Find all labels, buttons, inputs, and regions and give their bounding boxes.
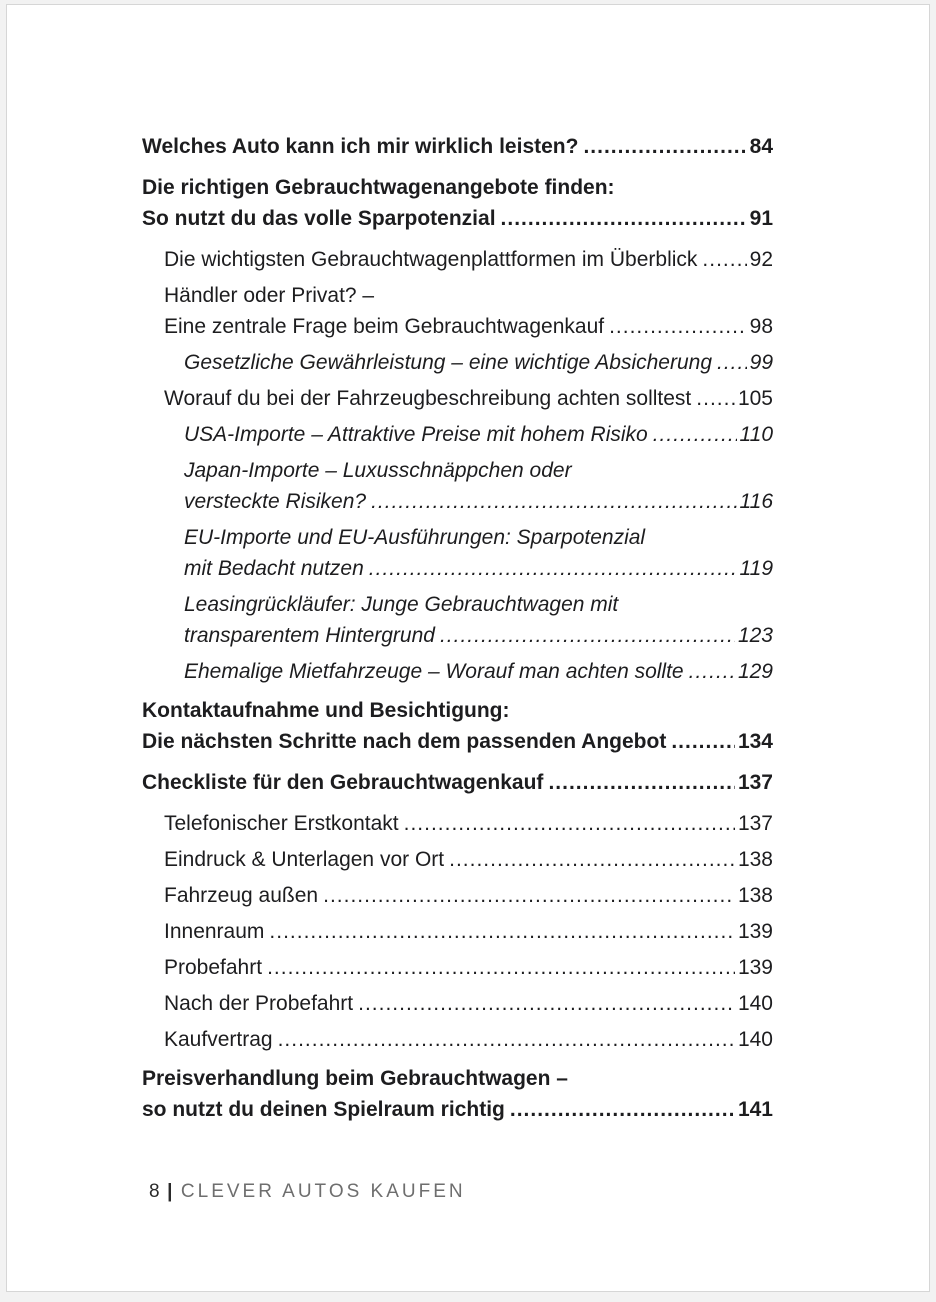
toc-entry-line xyxy=(164,880,773,911)
dot-leader xyxy=(278,1024,735,1055)
toc-entry-line xyxy=(142,172,773,203)
dot-leader xyxy=(548,767,735,798)
toc-entry-line xyxy=(164,1024,773,1055)
toc-page-number: 91 xyxy=(749,207,773,230)
toc-entry-title: Japan-Importe – Luxusschnäppchen oder xyxy=(184,459,572,482)
toc-page-number: 92 xyxy=(749,248,773,271)
toc-entry-title: mit Bedacht nutzen xyxy=(184,557,364,580)
toc-entry-title: transparentem Hintergrund xyxy=(184,624,435,647)
toc-entry-title: Worauf du bei der Fahrzeugbeschreibung achten solltest xyxy=(164,387,692,410)
dot-leader xyxy=(371,486,736,517)
toc-entry-line xyxy=(142,1094,773,1125)
toc-entry-line xyxy=(184,656,773,687)
toc-entry-title: Händler oder Privat? – xyxy=(164,284,375,307)
toc-entry-line xyxy=(142,726,773,757)
dot-leader xyxy=(717,347,747,378)
toc-entry-title: So nutzt du das volle Sparpotenzial xyxy=(142,207,496,230)
toc-page-number: 137 xyxy=(737,812,773,835)
toc-page-number: 137 xyxy=(737,771,773,794)
book-page xyxy=(6,4,930,1292)
toc-page-number: 141 xyxy=(737,1098,773,1121)
toc-entry-line xyxy=(164,244,773,275)
dot-leader xyxy=(696,383,735,414)
toc-entry-line xyxy=(164,311,773,342)
toc-entry-title: EU-Importe und EU-Ausführungen: Sparpotenzial xyxy=(184,526,646,549)
toc-entry-title: Kaufvertrag xyxy=(164,1028,273,1051)
toc-entry[interactable] xyxy=(142,695,773,757)
toc-entry[interactable] xyxy=(142,844,773,875)
toc-entry-line xyxy=(164,280,773,311)
toc-entry-title: Kontaktaufnahme und Besichtigung: xyxy=(142,699,510,722)
toc-entry-title: Innenraum xyxy=(164,920,265,943)
toc-entry[interactable] xyxy=(142,1063,773,1125)
toc-entry-line xyxy=(142,767,773,798)
toc-entry-title: Probefahrt xyxy=(164,956,263,979)
toc-entry-line xyxy=(184,553,773,584)
toc-entry-title: Fahrzeug außen xyxy=(164,884,319,907)
toc-entry-title: Checkliste für den Gebrauchtwagenkauf xyxy=(142,771,544,794)
dot-leader xyxy=(449,844,735,875)
toc-entry-line xyxy=(184,347,773,378)
toc-entry[interactable] xyxy=(142,131,773,162)
footer-book-title: CLEVER AUTOS KAUFEN xyxy=(180,1181,466,1202)
toc-entry[interactable] xyxy=(142,347,773,378)
toc-entry-line xyxy=(164,988,773,1019)
toc-entry[interactable] xyxy=(142,988,773,1019)
toc-entry-line xyxy=(142,131,773,162)
toc-page-number: 110 xyxy=(739,423,773,446)
toc-entry-title: Gesetzliche Gewährleistung – eine wichtige Absicherung xyxy=(184,351,713,374)
toc-entry[interactable] xyxy=(142,244,773,275)
footer-separator: | xyxy=(167,1181,173,1202)
dot-leader xyxy=(404,808,735,839)
toc-entry[interactable] xyxy=(142,767,773,798)
dot-leader xyxy=(689,656,735,687)
toc-page-number: 138 xyxy=(737,848,773,871)
dot-leader xyxy=(671,726,735,757)
toc-entry-line xyxy=(164,383,773,414)
toc-entry-line xyxy=(164,916,773,947)
toc-entry[interactable] xyxy=(142,419,773,450)
toc-page-number: 140 xyxy=(737,1028,773,1051)
toc-entry[interactable] xyxy=(142,656,773,687)
toc-entry-title: so nutzt du deinen Spielraum richtig xyxy=(142,1098,505,1121)
toc-entry-title: Die nächsten Schritte nach dem passenden Angebot xyxy=(142,730,667,753)
toc-entry[interactable] xyxy=(142,172,773,234)
toc-entry-title: Welches Auto kann ich mir wirklich leisten? xyxy=(142,135,579,158)
toc-entry[interactable] xyxy=(142,455,773,517)
toc-entry[interactable] xyxy=(142,280,773,342)
toc-entry-line xyxy=(184,486,773,517)
toc-page-number: 129 xyxy=(737,660,773,683)
table-of-contents xyxy=(142,123,773,1135)
toc-entry-title: Leasingrückläufer: Junge Gebrauchtwagen mit xyxy=(184,593,619,616)
toc-entry[interactable] xyxy=(142,522,773,584)
dot-leader xyxy=(501,203,747,234)
toc-page-number: 139 xyxy=(737,920,773,943)
toc-entry-line xyxy=(142,203,773,234)
dot-leader xyxy=(369,553,737,584)
toc-page-number: 139 xyxy=(737,956,773,979)
dot-leader xyxy=(358,988,735,1019)
toc-entry-title: Die richtigen Gebrauchtwagenangebote finden: xyxy=(142,176,615,199)
toc-entry[interactable] xyxy=(142,952,773,983)
dot-leader xyxy=(267,952,735,983)
toc-entry[interactable] xyxy=(142,880,773,911)
toc-entry[interactable] xyxy=(142,383,773,414)
toc-entry[interactable] xyxy=(142,916,773,947)
toc-entry-title: Die wichtigsten Gebrauchtwagenplattformen im Überblick xyxy=(164,248,698,271)
dot-leader xyxy=(583,131,746,162)
toc-entry-title: USA-Importe – Attraktive Preise mit hohem Risiko xyxy=(184,423,648,446)
toc-page-number: 99 xyxy=(749,351,773,374)
toc-entry-line xyxy=(142,1063,773,1094)
toc-page-number: 140 xyxy=(737,992,773,1015)
toc-entry-title: Eindruck & Unterlagen vor Ort xyxy=(164,848,445,871)
toc-page-number: 119 xyxy=(739,557,773,580)
toc-entry-title: Preisverhandlung beim Gebrauchtwagen – xyxy=(142,1067,568,1090)
toc-page-number: 134 xyxy=(737,730,773,753)
toc-entry-line xyxy=(184,589,773,620)
toc-entry-title: Ehemalige Mietfahrzeuge – Worauf man achten sollte xyxy=(184,660,684,683)
toc-entry-line xyxy=(184,522,773,553)
dot-leader xyxy=(609,311,747,342)
dot-leader xyxy=(440,620,735,651)
toc-entry[interactable] xyxy=(142,1024,773,1055)
toc-entry-line xyxy=(142,695,773,726)
dot-leader xyxy=(702,244,746,275)
dot-leader xyxy=(323,880,735,911)
dot-leader xyxy=(653,419,737,450)
toc-page-number: 84 xyxy=(749,135,773,158)
toc-entry-title: versteckte Risiken? xyxy=(184,490,367,513)
toc-entry-title: Telefonischer Erstkontakt xyxy=(164,812,399,835)
toc-entry-line xyxy=(164,952,773,983)
toc-page-number: 138 xyxy=(737,884,773,907)
toc-page-number: 98 xyxy=(749,315,773,338)
toc-entry[interactable] xyxy=(142,589,773,651)
footer-page-number: 8 xyxy=(149,1181,161,1202)
toc-entry-line xyxy=(184,620,773,651)
toc-entry-line xyxy=(164,844,773,875)
page-footer xyxy=(149,1181,466,1203)
toc-page-number: 123 xyxy=(737,624,773,647)
toc-page-number: 105 xyxy=(737,387,773,410)
toc-entry-line xyxy=(184,419,773,450)
dot-leader xyxy=(269,916,735,947)
toc-entry-line xyxy=(184,455,773,486)
toc-entry-title: Eine zentrale Frage beim Gebrauchtwagenkauf xyxy=(164,315,605,338)
toc-entry-title: Nach der Probefahrt xyxy=(164,992,354,1015)
toc-entry-line xyxy=(164,808,773,839)
toc-page-number: 116 xyxy=(739,490,773,513)
toc-entry[interactable] xyxy=(142,808,773,839)
dot-leader xyxy=(510,1094,735,1125)
